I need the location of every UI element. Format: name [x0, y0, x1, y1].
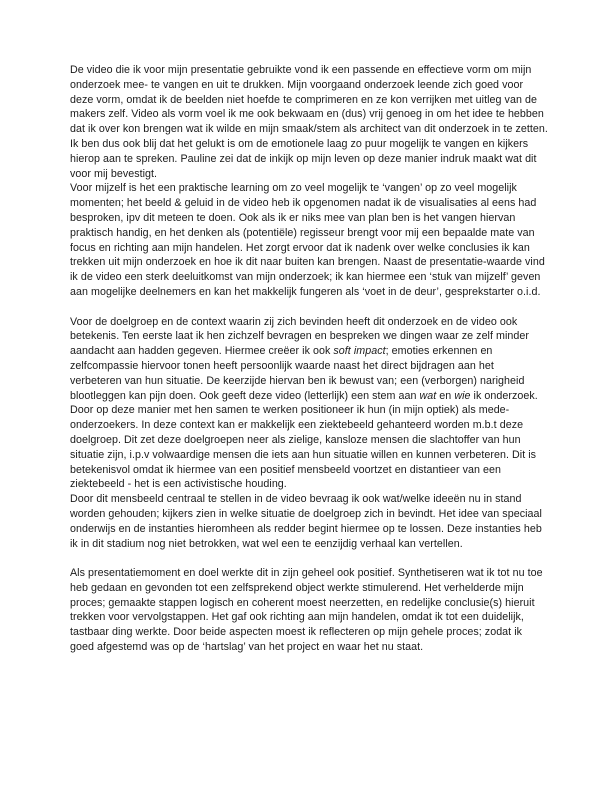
paragraph-doelgroep-context — [70, 315, 548, 493]
paragraph-text: ik onderzoek. Door op deze manier met hen samen te werken positioneer ik hun (in mijn optiek) als mede-onderzoekers. In deze context kan er makkelijk een ziektebeeld gehanteerd worden m.b.t deze doelgroep. Dit zet deze doelgroepen neer als zielige, kansloze mensen die slachtoffer van hun situatie zijn, i.p.v volwaardige mensen die iets aan hun situatie willen en kunnen verbeteren. Dit is betekenisvol omdat ik hiermee van een positief mensbeeld voortzet en distantieer van een ziektebeeld - het is een activistische houding. — [70, 389, 538, 491]
paragraph-video-presentatie: De video die ik voor mijn presentatie gebruikte vond ik een passende en effectieve vorm om mijn onderzoek mee- te vangen en uit te drukken. Mijn voorgaand onderzoek leende zich goed voor deze vorm, omdat ik de beelden niet hoefde te comprimeren en ze kon verrijken met uitleg van de makers zelf. Video als vorm voel ik me ook bekwaam en (dus) vrij genoeg in om het idee te hebben dat ik over kon brengen wat ik wilde en mijn smaak/stem als architect van dit onderzoek in te zetten. Ik ben dus ook blij dat het gelukt is om de emotionele laag zo puur mogelijk te vangen en kijkers hierop aan te spreken. Pauline zei dat de inkijk op mijn leven op deze manier indruk maakt wat dit voor mij bevestigt. — [70, 64, 548, 180]
paragraph-presentatiemoment: Als presentatiemoment en doel werkte dit in zijn geheel ook positief. Synthetiseren wat ik tot nu toe heb gedaan en gevonden tot een zelfsprekend object werkte stimulerend. Het verhelderde mijn proces; gemaakte stappen logisch en coherent moest neerzetten, en redelijke conclusie(s) hieruit trekken voor vervolgstappen. Het gaf ook richting aan mijn handelen, omdat ik tot een duidelijk, tastbaar ding werkte. Door beide aspecten moest ik reflecteren op mijn gehele proces; zodat ik goed afgestemd was op de ‘hartslag’ van het project en waar het nu staat. — [70, 567, 543, 654]
italic-wie: wie — [454, 389, 471, 402]
paragraph-text: en — [436, 389, 455, 402]
italic-soft-impact: soft impact — [333, 345, 386, 358]
paragraph-text: Voor de doelgroep en de context waarin zij zich bevinden heeft dit onderzoek en de video ook betekenis. Ten eerste laat ik hen zichzelf bevragen en bespreken we dingen waar ze zelf minder aandacht aan hadden gegeven. Hiermee creëer ik ook — [70, 315, 529, 358]
paragraph-mensbeeld-centraal: Door dit mensbeeld centraal te stellen in de video bevraag ik ook wat/welke ideeën nu in stand worden gehouden; kijkers zien in welke situatie de doelgroep zich in bevindt. Het idee van speciaal onderwijs en de instanties hieromheen als redder begint hiermee op te lossen. Deze instanties heb ik in dit stadium nog niet betrokken, wat wel een te eenzijdig verhaal kan vertellen. — [70, 493, 542, 550]
paragraph-text: ; emoties erkennen en zelfcompassie hiervoor tonen heeft persoonlijk waarde naast het direct bijdragen aan het verbeteren van hun situatie. De keerzijde hiervan ben ik bewust van; een (verborgen) narigheid blootleggen kan pijn doen. Ook geeft deze video (letterlijk) een stem aan — [70, 345, 525, 402]
italic-wat: wat — [419, 389, 437, 402]
paragraph-praktische-learning: Voor mijzelf is het een praktische learning om zo veel mogelijk te ‘vangen’ op zo veel mogelijk momenten; het beeld & geluid in de video heb ik opgenomen nadat ik de visualisaties al eens had besproken, ipv dit meteen te doen. Ook als ik er niks mee van plan ben is het vangen hiervan praktisch handig, en het denken als (potentiële) regisseur brengt voor mij een bepaalde mate van focus en richting aan mijn handelen. Het zorgt ervoor dat ik nadenk over welke conclusies ik kan trekken uit mijn onderzoek en hoe ik dit naar buiten kan brengen. Naast de presentatie-waarde vind ik de video een sterk deeluitkomst van mijn onderzoek; ik kan hiermee een ‘stuk van mijzelf’ geven aan mogelijke deelnemers en kan het makkelijk fungeren als ‘voet in de deur’, gesprekstarter o.i.d. — [70, 182, 545, 298]
document-text-column — [70, 63, 548, 655]
